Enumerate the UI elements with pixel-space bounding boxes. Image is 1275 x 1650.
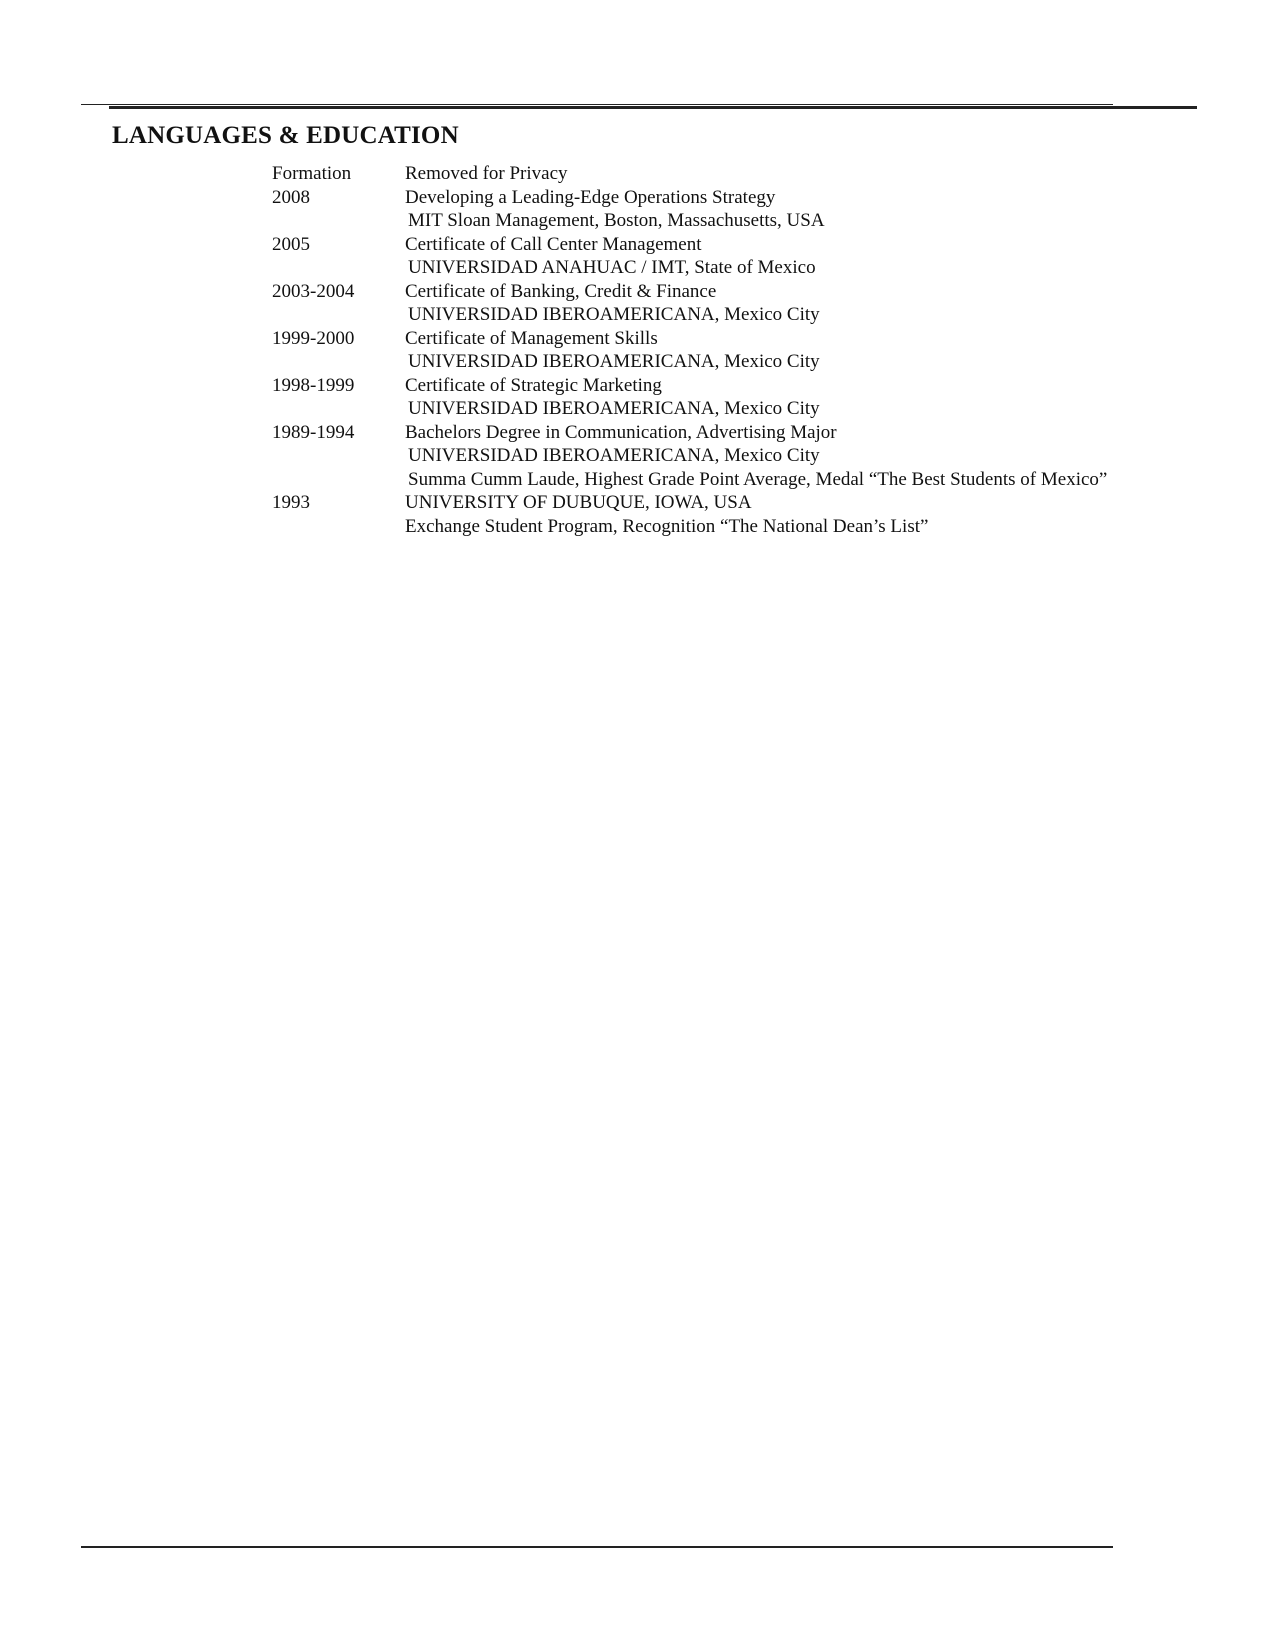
education-entry-detail: [272, 350, 1172, 374]
education-line: Certificate of Strategic Marketing: [405, 374, 662, 396]
education-entry-detail: [272, 397, 1172, 421]
education-entry: [272, 421, 1172, 445]
header-rule-thin: [81, 104, 1113, 105]
education-entry-detail: [272, 515, 1172, 539]
education-line: Developing a Leading-Edge Operations Strategy: [405, 186, 776, 208]
education-line: Removed for Privacy: [405, 163, 568, 184]
education-line: MIT Sloan Management, Boston, Massachusetts, USA: [408, 210, 825, 231]
footer-rule: [81, 1546, 1113, 1548]
education-year: 2008: [272, 186, 310, 208]
education-line: UNIVERSIDAD IBEROAMERICANA, Mexico City: [408, 351, 820, 372]
education-line: UNIVERSIDAD ANAHUAC / IMT, State of Mexico: [408, 257, 816, 278]
education-entry: [272, 162, 1172, 186]
education-line: UNIVERSIDAD IBEROAMERICANA, Mexico City: [408, 445, 820, 466]
education-line: Exchange Student Program, Recognition “The National Dean’s List”: [405, 515, 929, 537]
education-year: 2003-2004: [272, 280, 355, 302]
education-year: 1998-1999: [272, 374, 355, 396]
education-entry-detail: [272, 303, 1172, 327]
education-year: 1999-2000: [272, 327, 355, 349]
education-line: Certificate of Banking, Credit & Finance: [405, 280, 717, 302]
education-line: UNIVERSITY OF DUBUQUE, IOWA, USA: [405, 492, 752, 513]
education-entry-detail: [272, 209, 1172, 233]
education-year: 1989-1994: [272, 421, 355, 443]
education-line: Bachelors Degree in Communication, Advertising Major: [405, 421, 837, 443]
education-year: 2005: [272, 233, 310, 255]
education-entry: [272, 233, 1172, 257]
education-line: Certificate of Management Skills: [405, 327, 658, 349]
education-list: [272, 162, 1172, 538]
education-entry: [272, 491, 1172, 515]
education-line: Certificate of Call Center Management: [405, 233, 702, 255]
education-entry-detail: [272, 444, 1172, 468]
education-year: Formation: [272, 163, 352, 184]
education-year: 1993: [272, 492, 310, 513]
education-entry-detail: [272, 468, 1172, 492]
education-entry: [272, 327, 1172, 351]
education-entry: [272, 280, 1172, 304]
education-line: Summa Cumm Laude, Highest Grade Point Average, Medal “The Best Students of Mexico”: [408, 468, 1108, 490]
section-title: LANGUAGES & EDUCATION: [112, 122, 459, 149]
education-line: UNIVERSIDAD IBEROAMERICANA, Mexico City: [408, 304, 820, 325]
header-rule-thick: [109, 106, 1197, 109]
education-entry-detail: [272, 256, 1172, 280]
education-line: UNIVERSIDAD IBEROAMERICANA, Mexico City: [408, 398, 820, 419]
education-entry: [272, 186, 1172, 210]
education-entry: [272, 374, 1172, 398]
